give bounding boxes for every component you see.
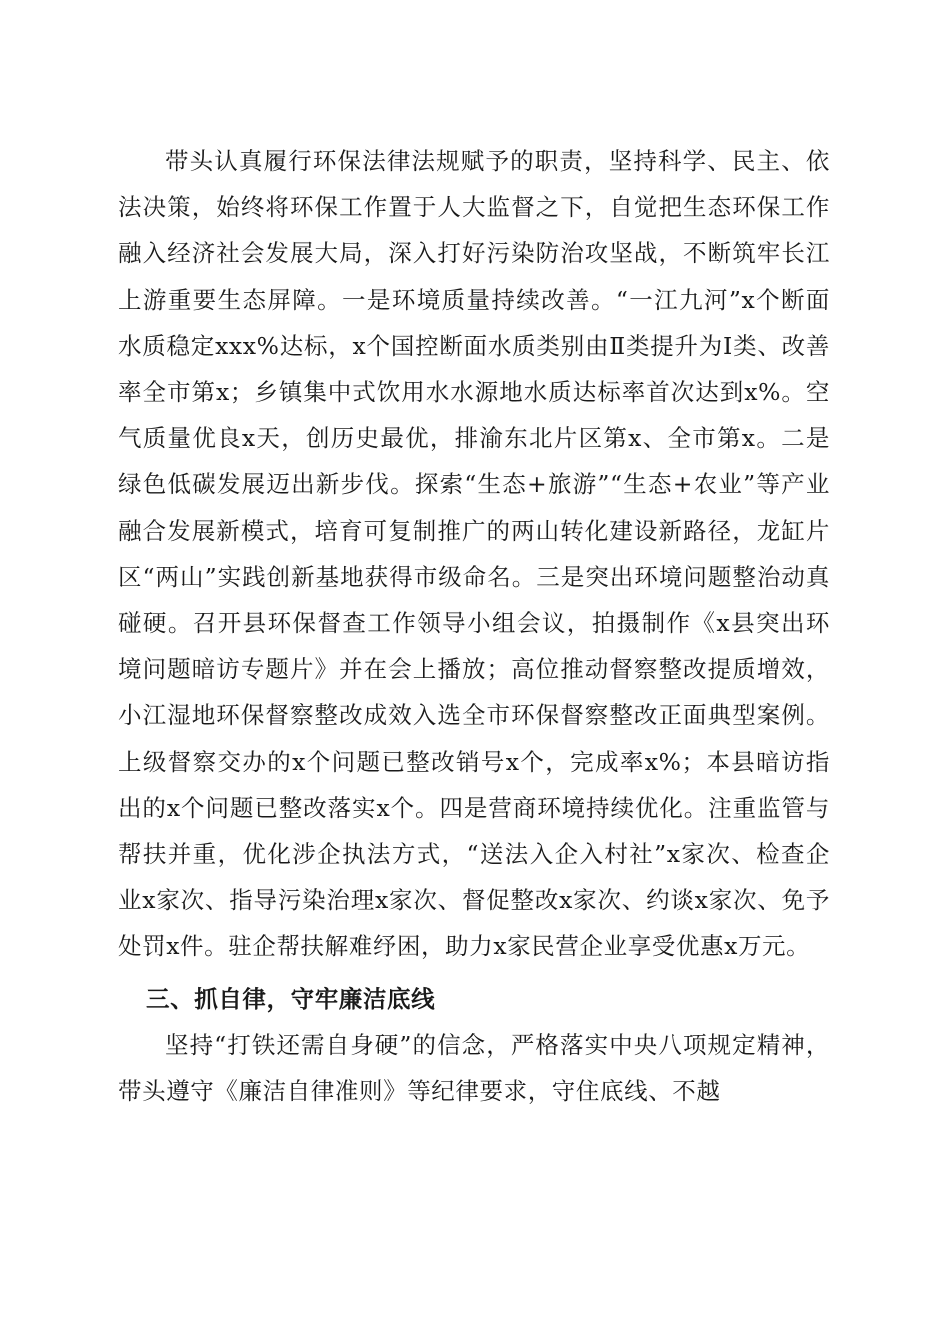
body-paragraph-integrity: 坚持“打铁还需自身硬”的信念，严格落实中央八项规定精神，带头遵守《廉洁自律准则》等纪律要求，守住底线、不越 xyxy=(118,1030,830,1106)
section-heading: 三、抓自律，守牢廉洁底线 xyxy=(146,984,436,1013)
body-paragraph-environment: 带头认真履行环保法律法规赋予的职责，坚持科学、民主、依法决策，始终将环保工作置于人大监督之下，自觉把生态环保工作融入经济社会发展大局，深入打好污染防治攻坚战，不断筑牢长江上游重要生态屏障。一是环境质量持续改善。“一江九河”x个断面水质稳定xxx%达标，x个国控断面水质类别由Ⅱ类提升为Ⅰ类、改善率全市第x；乡镇集中式饮用水水源地水质达标率首次达到x%。空气质量优良x天，创历史最优，排渝东北片区第x、全市第x。二是绿色低碳发展迈出新步伐。探索“生态+旅游”“生态+农业”等产业融合发展新模式，培育可复制推广的两山转化建设新路径，龙缸片区“两山”实践创新基地获得市级命名。三是突出环境问题整治动真碰硬。召开县环保督查工作领导小组会议，拍摄制作《x县突出环境问题暗访专题片》并在会上播放；高位推动督察整改提质增效，小江湿地环保督察整改成效入选全市环保督察整改正面典型案例。上级督察交办的x个问题已整改销号x个，完成率x%；本县暗访指出的x个问题已整改落实x个。四是营商环境持续优化。注重监管与帮扶并重，优化涉企执法方式，“送法入企入村社”x家次、检查企业x家次、指导污染治理x家次、督促整改x家次、约谈x家次、免予处罚x件。驻企帮扶解难纾困，助力x家民营企业享受优惠x万元。 xyxy=(118,147,830,961)
document-page xyxy=(118,138,830,1114)
